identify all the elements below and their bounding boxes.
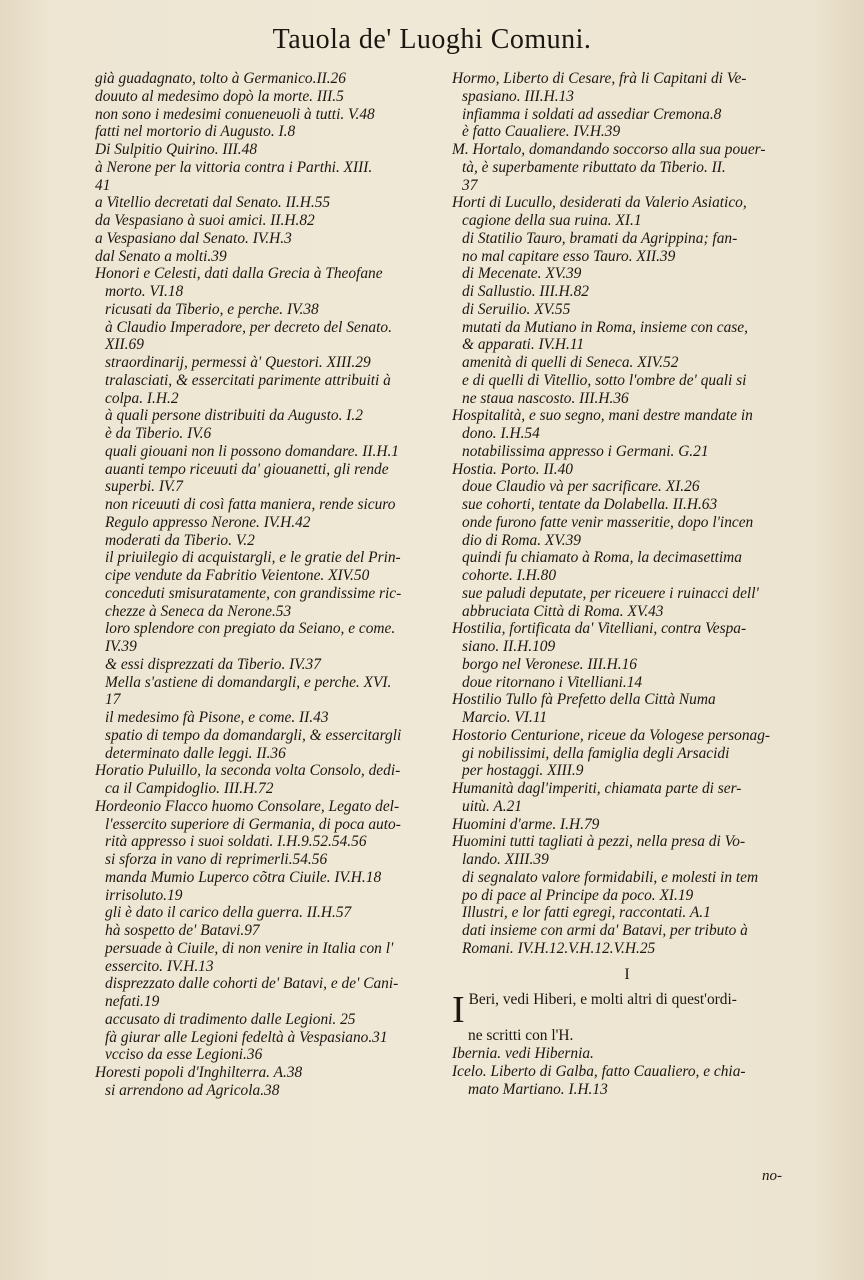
index-entry: tà, è superbamente ributtato da Tiberio. II. bbox=[462, 158, 726, 176]
index-entry: XII.69 bbox=[105, 336, 144, 354]
index-entry: Di Sulpitio Quirino. III.48 bbox=[95, 141, 258, 158]
index-entry: non sono i medesimi conueneuoli à tutti. V.48 bbox=[95, 105, 375, 123]
index-entry: chezze à Seneca da Nerone.53 bbox=[105, 602, 292, 620]
index-entry: accusato di tradimento dalle Legioni. 25 bbox=[105, 1010, 356, 1028]
index-entry-text: Beri, vedi Hiberi, e molti altri di quest'ordi- bbox=[468, 991, 737, 1009]
index-entry: Horatio Puluillo, la seconda volta Consolo, dedi- bbox=[95, 762, 401, 780]
index-entry: IV.39 bbox=[105, 638, 137, 655]
index-entry: hà sospetto de' Batavi.97 bbox=[105, 922, 260, 939]
index-entry: a Vespasiano dal Senato. IV.H.3 bbox=[95, 229, 292, 247]
index-entry: Romani. IV.H.12.V.H.12.V.H.25 bbox=[462, 939, 656, 957]
index-entry: a Vitellio decretati dal Senato. II.H.55 bbox=[95, 194, 331, 212]
index-entry: dono. I.H.54 bbox=[462, 425, 540, 442]
index-entry: vcciso da esse Legioni.36 bbox=[105, 1046, 263, 1064]
page-title: Tauola de' Luoghi Comuni. bbox=[272, 24, 592, 55]
index-entry: 41 bbox=[95, 176, 111, 194]
index-entry: Hostia. Porto. II.40 bbox=[452, 460, 573, 478]
index-entry: ca il Campidoglio. III.H.72 bbox=[105, 780, 274, 797]
index-entry: spasiano. III.H.13 bbox=[462, 87, 575, 105]
index-entry: superbi. IV.7 bbox=[105, 478, 183, 496]
index-entry: non riceuuti di così fatta maniera, rende sicuro bbox=[105, 496, 396, 513]
index-entry: moderati da Tiberio. V.2 bbox=[105, 531, 255, 549]
index-entry: sue cohorti, tentate da Dolabella. II.H.63 bbox=[462, 496, 718, 513]
index-entry: Illustri, e lor fatti egregi, raccontati. A.1 bbox=[462, 904, 711, 922]
index-entry: Horesti popoli d'Inghilterra. A.38 bbox=[95, 1064, 303, 1081]
index-entry: Mella s'astiene di domandargli, e perche. XVI. bbox=[105, 673, 392, 691]
index-entry: doue ritornano i Vitelliani.14 bbox=[462, 673, 643, 691]
index-entry: 17 bbox=[105, 691, 121, 709]
index-entry: persuade à Ciuile, di non venire in Italia con l' bbox=[105, 939, 394, 957]
index-entry: Hormo, Liberto di Cesare, frà li Capitani di Ve- bbox=[452, 70, 747, 87]
index-entry: colpa. I.H.2 bbox=[105, 389, 179, 407]
index-entry: à Nerone per la vittoria contra i Parthi. XIII. bbox=[95, 158, 373, 176]
index-entry: mato Martiano. I.H.13 bbox=[468, 1080, 608, 1098]
index-entry: Hostilio Tullo fà Prefetto della Città Numa bbox=[452, 691, 716, 709]
index-entry: Huomini d'arme. I.H.79 bbox=[452, 815, 600, 833]
index-entry: Ibernia. vedi Hibernia. bbox=[452, 1045, 594, 1062]
index-entry: l'essercito superiore di Germania, di poca auto- bbox=[105, 815, 401, 833]
index-entry: Hostorio Centurione, riceue da Vologese personag- bbox=[452, 726, 771, 744]
index-entry: di Statilio Tauro, bramati da Agrippina; fan- bbox=[462, 229, 738, 247]
index-entry: straordinarij, permessi à' Questori. XIII.29 bbox=[105, 354, 371, 371]
index-entry: mutati da Mutiano in Roma, insieme con case, bbox=[462, 318, 748, 336]
index-entry: determinato dalle leggi. II.36 bbox=[105, 744, 286, 762]
index-entry: sue paludi deputate, per riceuere i ruinacci dell' bbox=[462, 584, 759, 602]
index-entry: ricusati da Tiberio, e perche. IV.38 bbox=[105, 300, 319, 318]
index-entry: 37 bbox=[462, 176, 478, 194]
index-entry: à quali persone distribuiti da Augusto. I.2 bbox=[105, 407, 363, 425]
index-entry: & apparati. IV.H.11 bbox=[462, 336, 585, 354]
index-entry: fà giurar alle Legioni fedeltà à Vespasiano.31 bbox=[105, 1028, 388, 1046]
index-entry: borgo nel Veronese. III.H.16 bbox=[462, 655, 637, 673]
index-entry: dati insieme con armi da' Batavi, per tributo à bbox=[462, 922, 748, 939]
index-entry: quindi fu chiamato à Roma, la decimasettima bbox=[462, 549, 742, 567]
index-entry: di Sallustio. III.H.82 bbox=[462, 283, 589, 300]
index-entry: Marcio. VI.11 bbox=[462, 709, 548, 726]
index-entry: ne staua nascosto. III.H.36 bbox=[462, 389, 629, 407]
index-entry: cipe vendute da Fabritio Veientone. XIV.50 bbox=[105, 567, 370, 584]
index-entry: il medesimo fà Pisone, e come. II.43 bbox=[105, 709, 329, 726]
index-entry: lando. XIII.39 bbox=[462, 851, 549, 868]
index-entry: douuto al medesimo dopò la morte. III.5 bbox=[95, 87, 344, 105]
index-entry: di Seruilio. XV.55 bbox=[462, 300, 571, 318]
index-entry: doue Claudio và per sacrificare. XI.26 bbox=[462, 478, 700, 496]
index-entry: siano. II.H.109 bbox=[462, 638, 556, 655]
index-entry: di Mecenate. XV.39 bbox=[462, 265, 582, 283]
catchword: no- bbox=[762, 1168, 782, 1184]
index-entry: no mal capitare esso Tauro. XII.39 bbox=[462, 247, 676, 265]
index-entry: per hostaggi. XIII.9 bbox=[462, 762, 584, 780]
index-entry: po di pace al Principe da poco. XI.19 bbox=[462, 886, 694, 904]
index-entry: e di quelli di Vitellio, sotto l'ombre de' quali si bbox=[462, 371, 747, 389]
index-entry: dal Senato a molti.39 bbox=[95, 247, 227, 265]
index-entry: da Vespasiano à suoi amici. II.H.82 bbox=[95, 212, 315, 229]
index-entry: amenità di quelli di Seneca. XIV.52 bbox=[462, 354, 679, 371]
index-entry: cohorte. I.H.80 bbox=[462, 567, 557, 584]
index-entry: Horti di Lucullo, desiderati da Valerio Asiatico, bbox=[452, 194, 747, 212]
index-entry: à Claudio Imperadore, per decreto del Senato. bbox=[105, 318, 392, 336]
index-entry: loro splendore con pregiato da Seiano, e come. bbox=[105, 620, 396, 638]
right-column bbox=[452, 70, 802, 1098]
index-entry: gli è dato il carico della guerra. II.H.57 bbox=[105, 904, 352, 922]
index-entry: auanti tempo riceuuti da' giouanetti, gli rende bbox=[105, 460, 389, 478]
index-entry: Hordeonio Flacco huomo Consolare, Legato del- bbox=[95, 797, 400, 815]
index-entry: irrisoluto.19 bbox=[105, 886, 183, 904]
index-entry: cagione della sua ruina. XI.1 bbox=[462, 212, 642, 229]
index-entry: è da Tiberio. IV.6 bbox=[105, 425, 212, 442]
index-entry: si sforza in vano di reprimerli.54.56 bbox=[105, 851, 328, 868]
index-entry: Regulo appresso Nerone. IV.H.42 bbox=[105, 513, 311, 531]
index-entry: Huomini tutti tagliati à pezzi, nella presa di Vo- bbox=[452, 833, 746, 851]
index-entry: nefati.19 bbox=[105, 993, 160, 1010]
index-entry: abbruciata Città di Roma. XV.43 bbox=[462, 602, 664, 620]
index-entry: gi nobilissimi, della famiglia degli Arsacidi bbox=[462, 744, 730, 762]
index-entry: & essi disprezzati da Tiberio. IV.37 bbox=[105, 655, 321, 673]
index-entry: onde furono fatte venir masseritie, dopo l'incen bbox=[462, 513, 754, 531]
index-entry: infiamma i soldati ad assediar Cremona.8 bbox=[462, 105, 722, 123]
index-entry: ne scritti con l'H. bbox=[468, 1027, 574, 1045]
index-entry: di segnalato valore formidabili, e molesti in tem bbox=[462, 868, 759, 886]
index-entry: tralasciati, & essercitati parimente attribuiti à bbox=[105, 371, 391, 389]
index-entry: M. Hortalo, domandando soccorso alla sua pouer- bbox=[452, 141, 766, 158]
index-entry: il priuilegio di acquistargli, e le gratie del Prin- bbox=[105, 549, 401, 567]
index-entry: fatti nel mortorio di Augusto. I.8 bbox=[95, 123, 296, 141]
index-entry: manda Mumio Luperco cõtra Ciuile. IV.H.18 bbox=[105, 868, 382, 886]
left-column bbox=[95, 70, 450, 1100]
index-entry: disprezzato dalle cohorti de' Batavi, e de' Cani- bbox=[105, 975, 399, 993]
index-entry bbox=[452, 991, 802, 1027]
index-entry: essercito. IV.H.13 bbox=[105, 957, 214, 975]
index-entry: è fatto Caualiere. IV.H.39 bbox=[462, 123, 621, 141]
index-entry: Honori e Celesti, dati dalla Grecia à Theofane bbox=[95, 265, 383, 283]
index-entry: dio di Roma. XV.39 bbox=[462, 531, 581, 549]
index-entry: uitù. A.21 bbox=[462, 797, 522, 815]
right-column-entries bbox=[452, 70, 802, 958]
index-entry: conceduti smisuratamente, con grandissime ric- bbox=[105, 584, 402, 602]
index-entry: Hospitalità, e suo segno, mani destre mandate in bbox=[452, 407, 753, 425]
index-entry: rità appresso i suoi soldati. I.H.9.52.54.56 bbox=[105, 833, 367, 851]
index-entry: si arrendono ad Agricola.38 bbox=[105, 1081, 280, 1099]
index-entry: Icelo. Liberto di Galba, fatto Caualiero, e chia- bbox=[452, 1062, 746, 1080]
index-entry: spatio di tempo da domandargli, & essercitargli bbox=[105, 726, 402, 744]
index-entry: già guadagnato, tolto à Germanico.II.26 bbox=[95, 70, 346, 87]
index-entry: Hostilia, fortificata da' Vitelliani, contra Vespa- bbox=[452, 620, 747, 638]
index-entry: morto. VI.18 bbox=[105, 283, 184, 300]
index-entry: notabilissima appresso i Germani. G.21 bbox=[462, 442, 709, 460]
section-i-entries bbox=[452, 991, 802, 1098]
index-entry: quali giouani non li possono domandare. II.H.1 bbox=[105, 442, 399, 460]
section-letter: I bbox=[624, 965, 630, 983]
drop-capital: I bbox=[452, 991, 465, 1028]
index-entry: Humanità dagl'imperiti, chiamata parte di ser- bbox=[452, 780, 742, 797]
